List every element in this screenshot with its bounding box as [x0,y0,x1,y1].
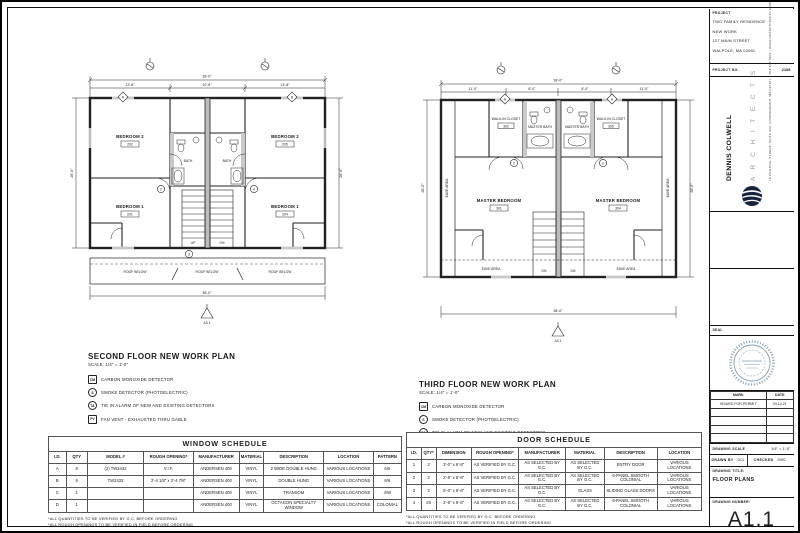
door-schedule-header-row [407,448,702,460]
table-cell: COLONIAL [373,500,401,513]
blank-box [710,269,794,326]
table-row [49,500,402,513]
table-cell: 4 [407,497,422,510]
project-line: NEW WORK [712,28,737,34]
dim-overall-top: 38'-0" [202,74,212,79]
room-label: MASTER BEDROOM [595,198,641,203]
table-cell: VARIOUS LOCATIONS [324,476,373,488]
project-info-box [710,9,794,64]
table-cell: VARIOUS LOCATIONS [324,500,373,513]
table-cell [710,434,766,443]
roof-below-label: ROOF BELOW [268,270,292,274]
table-row [710,408,793,417]
table-cell: A [49,464,67,476]
dim-bottom: 38'-0" [202,291,212,295]
eave-label: EAVE AREA [666,178,670,198]
checked-by-label: CHECKED [753,458,774,462]
dim-right: 26'-0" [339,168,343,178]
room-number: 304 [615,206,621,211]
table-cell [710,408,766,417]
door-tag: 3 [188,252,190,257]
table-row [710,417,793,426]
drawing-number-label: DRAWING NUMBER: [712,499,751,504]
table-cell: 6 [66,476,87,488]
smoke-detector-icon: S [88,388,97,397]
table-header-cell: MANUFACTURER [193,452,239,464]
room-label: BEDROOM 2 [116,134,144,139]
table-cell: ENTRY DOOR [604,460,657,473]
dim-seg: 8'-0" [581,87,589,91]
section-marker-icon [552,322,564,336]
party-wall [205,98,210,248]
table-cell: AS SELECTED BY G.C. [519,485,566,498]
table-cell: VARIOUS LOCATIONS [324,464,373,476]
room-number: 301 [496,206,502,211]
checked-by-value: DWC [777,458,787,462]
dim-overall-top: 38'-0" [553,78,563,83]
table-header-cell: ROUGH OPENING* [144,452,193,464]
window-schedule [48,436,402,529]
project-number-label: PROJECT NO. [712,67,739,72]
table-cell: ANDERSEN 400 [193,488,239,500]
window-tag: A [503,97,507,102]
legend-item [419,415,546,424]
legend-item [88,415,215,424]
table-row [407,460,702,473]
drawing-title-value: FLOOR PLANS [712,476,755,483]
room-label: MASTER BEDROOM [476,198,522,203]
door-tag: 4 [253,187,255,192]
drawing-scale-row [710,444,794,455]
table-cell: AS VERIFIED BY G.C. [471,472,518,485]
table-cell: 5'-0" x 6'-8" [436,485,471,498]
drawing-title-box [710,467,794,498]
tie-in-alarm-icon: TA [88,401,97,410]
stairs-label: DN [541,269,547,273]
room-label: WALK-IN CLOSET [596,117,626,121]
room-label: BEDROOM 2 [271,134,299,139]
window-tag: B [290,95,294,100]
table-cell: 6-PANEL SMOOTH COLONIAL [604,497,657,510]
third-floor-plan [411,62,706,370]
drawing-area [8,8,708,528]
table-cell: 3 [407,485,422,498]
table-header-cell: DESCRIPTION [604,448,657,460]
window-schedule-body [49,464,402,513]
table-cell: 2'-4 1/8" x 3'-4 7/8" [144,476,193,488]
table-cell: V.I.F. [144,464,193,476]
drawing-number-box [710,498,794,531]
table-cell: AS SELECTED BY G.C. [519,472,566,485]
table-cell: SLIDING GLASS DOORS [604,485,657,498]
footnote: *ALL ROUGH OPENINGS TO BE VERIFIED IN FIELD BEFORE ORDERING [406,520,552,526]
legend-label: CARBON MONOXIDE DETECTOR [432,404,505,409]
table-cell: 2 [421,485,436,498]
table-cell: ANDERSEN 400 [193,476,239,488]
table-cell: VINYL [239,500,264,513]
table-cell: D [49,500,67,513]
window-schedule-header-row [49,452,402,464]
table-header-cell: LOCATION [657,448,701,460]
table-cell: 2 WIDE DOUBLE HUNG [264,464,324,476]
co-detector-icon: CM [88,375,97,384]
table-cell: VINYL [239,488,264,500]
plan-title-text: THIRD FLOOR NEW WORK PLAN [419,380,557,389]
table-header-cell: ROUGH OPENING* [471,448,518,460]
seal-label: SEAL [712,328,723,332]
drawn-checked-row [710,455,794,467]
door-tag: 2 [513,161,515,166]
table-cell: AS VERIFIED BY G.C. [471,485,518,498]
table-cell: TRANSOM [264,488,324,500]
table-header-cell: I.D. [49,452,67,464]
room-label: BEDROOM 1 [116,204,144,209]
grid-bubble-icon [497,62,620,74]
dim-seg: 11'-0" [639,87,649,91]
table-row [49,488,402,500]
door-schedule [406,432,702,527]
legend-label: FAN VENT - EXHAUSTED THRU GABLE [101,416,187,422]
table-cell [766,417,793,426]
stairs-label: UP [190,241,196,245]
project-line: WALPOLE, MA 02081 [712,47,756,53]
table-cell: VINYL [239,464,264,476]
table-cell: VARIOUS LOCATIONS [657,460,701,473]
room-number: 302 [503,124,509,129]
legend-item [419,402,546,411]
table-cell: 2 [407,472,422,485]
footnote: *ALL QUANTITIES TO BE VERIFIED BY G.C. BEFORE ORDERING [406,513,536,519]
table-cell: VINYL [239,476,264,488]
table-cell: AS SELECTED BY G.C. [566,460,604,473]
table-header-cell: PATTERN [373,452,401,464]
table-row [710,400,793,409]
dim-bottom: 38'-0" [553,309,563,313]
table-row [407,485,702,498]
table-row [49,476,402,488]
table-cell: 6/6 [373,464,401,476]
room-label: MASTER BATH [565,125,589,129]
plan-scale-text: SCALE: 1/4" = 1'-0" [88,362,129,367]
table-cell: VARIOUS LOCATIONS [657,472,701,485]
room-number: 201 [127,212,133,217]
project-line: TWO FAMILY RESIDENCE [712,19,766,24]
eave-label: EAVE AREA [481,267,501,271]
door-schedule-body [407,460,702,511]
title-block [709,1,794,531]
room-label: BEDROOM 1 [271,204,299,209]
firm-subtitle: A R C H I T E C T S [749,67,757,181]
section-marker-icon [201,304,213,318]
legend-label: TIE IN ALARM OF NEW AND EXISTING DETECTORS [101,403,215,409]
table-cell: VARIOUS LOCATIONS [657,497,701,510]
legend-item [88,375,215,384]
legend-item [88,388,215,397]
table-cell: AS SELECTED BY G.C. [519,460,566,473]
table-cell: GLASS [566,485,604,498]
table-header-cell: MANUFACTURER [519,448,566,460]
table-cell: 6-PANEL SMOOTH COLONIAL [604,472,657,485]
smoke-detector-icon: S [419,415,428,424]
grid-bubble-icon [146,58,269,70]
table-cell: 4/W [373,488,401,500]
table-cell [144,488,193,500]
dim-seg: 10'-8" [202,83,212,87]
plan-title-text: SECOND FLOOR NEW WORK PLAN [88,352,236,361]
room-label: BATH [183,159,193,163]
window-tag: A [121,95,125,100]
table-cell: B [49,476,67,488]
dim-left: 28'-0" [421,183,425,193]
co-detector-icon: CM [419,402,428,411]
roof-below-label: ROOF BELOW [123,270,147,274]
table-cell [710,425,766,434]
table-cell: 6/6 [373,476,401,488]
revision-body [710,400,793,443]
table-header-cell: MATERIAL [239,452,264,464]
plumbing-wall [523,102,527,157]
revision-header-row [710,391,793,400]
table-cell [87,500,143,513]
door-tag: 2 [602,161,604,166]
room-label: WALK-IN CLOSET [491,117,521,121]
table-row [49,464,402,476]
room-number: 205 [282,142,288,147]
table-cell [766,434,793,443]
door-tag: 2 [160,187,162,192]
firm-logo-globe-icon [740,184,764,208]
drawn-by-label: DRAWN BY [711,458,734,462]
table-cell: AS SELECTED BY G.C. [566,472,604,485]
window-schedule-footnotes [48,516,402,529]
table-cell: 2 [421,472,436,485]
legend-label: SMOKE DETECTOR (PHOTOELECTRIC) [101,390,188,396]
architect-seal-icon [728,339,776,387]
table-cell [144,500,193,513]
second-floor-plan-title [88,352,235,367]
table-header-cell: DIMENSION [436,448,471,460]
dim-seg: 13'-8" [280,83,290,87]
eave-label: EAVE AREA [616,267,636,271]
room-number: 305 [608,124,614,129]
footnote: *ALL ROUGH OPENINGS TO BE VERIFIED IN FIELD BEFORE ORDERING [48,522,194,528]
roof-below-label: ROOF BELOW [195,270,219,274]
dim-seg: 11'-0" [468,87,478,91]
scale-value: 1/4" = 1'-0" [770,446,791,451]
table-cell: VARIOUS LOCATIONS [324,488,373,500]
legend-item [88,401,215,410]
table-row [407,497,702,510]
table-row [407,472,702,485]
table-cell: 20 [421,497,436,510]
table-header-cell: DATE [766,391,793,400]
dim-left: 26'-0" [70,168,74,178]
dim-seg: 13'-8" [125,83,135,87]
table-cell: DOUBLE HUNG [264,476,324,488]
table-cell: AS SELECTED BY G.C. [566,497,604,510]
table-cell: AS SELECTED BY G.C. [519,497,566,510]
table-cell: 04.14.21 [766,400,793,409]
section-ref: A3.1 [203,321,211,325]
table-header-cell: MATERIAL [566,448,604,460]
dim-seg: 8'-0" [528,87,536,91]
third-floor-plan-title [419,380,556,395]
eave-label: EAVE AREA [445,178,449,198]
table-cell: 2 [421,460,436,473]
second-floor-plan [60,58,355,350]
table-row [710,425,793,434]
blank-box [710,212,794,269]
revision-table [710,391,794,444]
table-header-cell: MARK [710,391,766,400]
door-schedule-title: DOOR SCHEDULE [407,433,702,448]
footnote: *ALL QUANTITIES TO BE VERIFIED BY G.C. BEFORE ORDERING [48,515,178,521]
legend-label: CARBON MONOXIDE DETECTOR [101,377,174,382]
table-cell: ANDERSEN 400 [193,500,239,513]
party-wall [556,100,561,277]
table-cell: TW2432 [87,476,143,488]
room-number: 202 [127,142,133,147]
seal-box [710,336,794,391]
plumbing-wall [590,102,594,157]
table-row [710,434,793,443]
table-cell: ANDERSEN 400 [193,464,239,476]
drawn-by-value: DCL [737,458,745,462]
fan-vent-icon: FV [88,415,97,424]
scale-label: DRAWING SCALE [712,446,746,451]
table-cell: OCTAGON SPECIALTY WINDOW [264,500,324,513]
project-line: 127 MAIN STREET [712,38,751,43]
project-number-value: 2108 [781,67,791,72]
second-floor-legend [88,375,215,428]
stairs-label: DN [570,269,576,273]
table-cell: 1 [407,460,422,473]
table-cell: (2) TW2432 [87,464,143,476]
table-header-cell: QTY [66,452,87,464]
dim-right: 28'-0" [690,183,694,193]
table-cell: 2'-8" x 6'-8" [436,472,471,485]
table-cell: AS VERIFIED BY G.C. [471,497,518,510]
table-cell: ISSUED FOR PERMIT [710,400,766,409]
section-ref: A3.1 [554,339,562,343]
table-cell: 8 [66,464,87,476]
table-cell: 1 [66,500,87,513]
window-tag: A [610,97,614,102]
table-cell: AS VERIFIED BY G.C. [471,460,518,473]
drawing-title-label: DRAWING TITLE: [712,468,745,473]
room-label: MASTER BATH [528,125,552,129]
table-cell [766,408,793,417]
seal-label-row [710,326,794,336]
table-header-cell: DESCRIPTION [264,452,324,464]
table-cell: VARIOUS LOCATIONS [657,485,701,498]
table-cell: 3'-0" x 6'-8" [436,460,471,473]
table-cell [87,488,143,500]
room-label: BATH [222,159,232,163]
table-cell [710,417,766,426]
project-label: PROJECT [712,10,731,15]
table-header-cell: LOCATION [324,452,373,464]
legend-label: SMOKE DETECTOR (PHOTOELECTRIC) [432,417,519,423]
table-cell: 2'-6" x 6'-8" [436,497,471,510]
table-cell: 1 [66,488,87,500]
firm-address: 18 CENTRAL STREET, SUITE 200, FOXBOROUGH, MA 02035 | T 508.543.5600 | WWW.DCARCHITECTS.COM [767,1,772,181]
table-header-cell: MODEL # [87,452,143,464]
table-header-cell: QTY* [421,448,436,460]
window-schedule-title: WINDOW SCHEDULE [49,437,402,452]
plan-scale-text: SCALE: 1/4" = 1'-0" [419,390,460,395]
table-header-cell: I.D. [407,448,422,460]
room-number: 204 [282,212,288,217]
table-cell: C [49,488,67,500]
table-cell [766,425,793,434]
sheet-number: A1.1 [727,507,776,531]
firm-name: DENNIS COLWELL [725,114,733,181]
door-schedule-footnotes [406,514,702,527]
stairs-label: DN [219,241,225,245]
